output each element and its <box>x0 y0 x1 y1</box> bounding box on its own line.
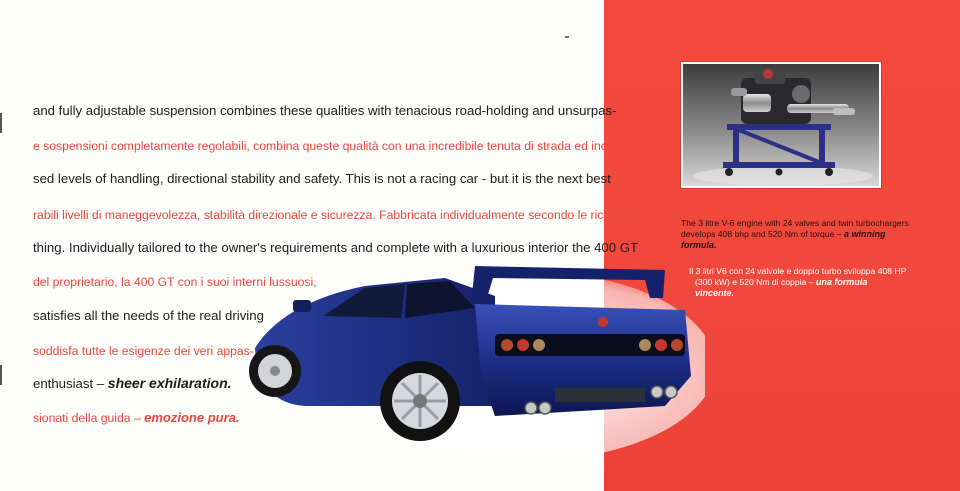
body-text-en-4: satisfies all the needs of the real driving <box>33 308 264 323</box>
engine-image <box>683 64 879 186</box>
body-text-en-2: sed levels of handling, directional stability and safety. This is not a racing car - but it is the next best <box>33 171 611 186</box>
edge-mark <box>0 113 2 133</box>
body-text-en-5-plain: enthusiast – <box>33 376 105 391</box>
body-text-it-2: rabili livelli di maneggevolezza, stabilità direzionale e sicurezza. Fabbricata individualmente secondo le richieste <box>33 208 636 222</box>
caption-it-2 <box>689 277 906 288</box>
edge-mark <box>0 365 2 385</box>
body-text-en-5 <box>33 375 232 391</box>
caption-en-3-accent: formula. <box>681 240 717 250</box>
body-text-it-4: soddisfa tutte le esigenze dei veri appas- <box>33 344 254 358</box>
body-text-it-5-accent: emozione pura. <box>144 410 240 425</box>
caption-it-2-plain: (300 kW) e 520 Nm di coppia – <box>695 277 814 287</box>
body-text-it-5-plain: sionati della guida – <box>33 411 141 425</box>
body-text-it-3: del proprietario, la 400 GT con i suoi interni lussuosi, <box>33 275 317 289</box>
caption-it-3-accent: vincente. <box>695 288 735 298</box>
body-text-en-3: thing. Individually tailored to the owner's requirements and complete with a luxurious interior the 400 GT <box>33 240 639 255</box>
car-image <box>245 256 705 456</box>
body-text-it-1: e sospensioni completamente regolabili, combina queste qualità con una incredibile tenuta di strada ed incompa- <box>33 139 642 153</box>
caption-en-2-accent: a winning <box>843 229 886 239</box>
engine-photo <box>681 62 881 188</box>
caption-it-1: Il 3 litri V6 con 24 valvole e doppio turbo sviluppa 408 HP <box>689 266 907 276</box>
caption-it <box>689 266 906 299</box>
caption-en-2 <box>681 229 909 240</box>
caption-en-2-plain: develops 408 bhp and 520 Nm of torque – <box>681 229 842 239</box>
fold-mark <box>565 36 569 38</box>
caption-en <box>681 218 909 251</box>
body-text-it-5 <box>33 410 240 425</box>
body-text-en-5-accent: sheer exhilaration. <box>107 375 232 391</box>
caption-it-2-accent: una formula <box>815 277 868 287</box>
caption-en-1: The 3 litre V-6 engine with 24 valves and twin turbochargers <box>681 218 909 228</box>
body-text-en-1: and fully adjustable suspension combines these qualities with tenacious road-holding and unsurpas- <box>33 103 617 118</box>
